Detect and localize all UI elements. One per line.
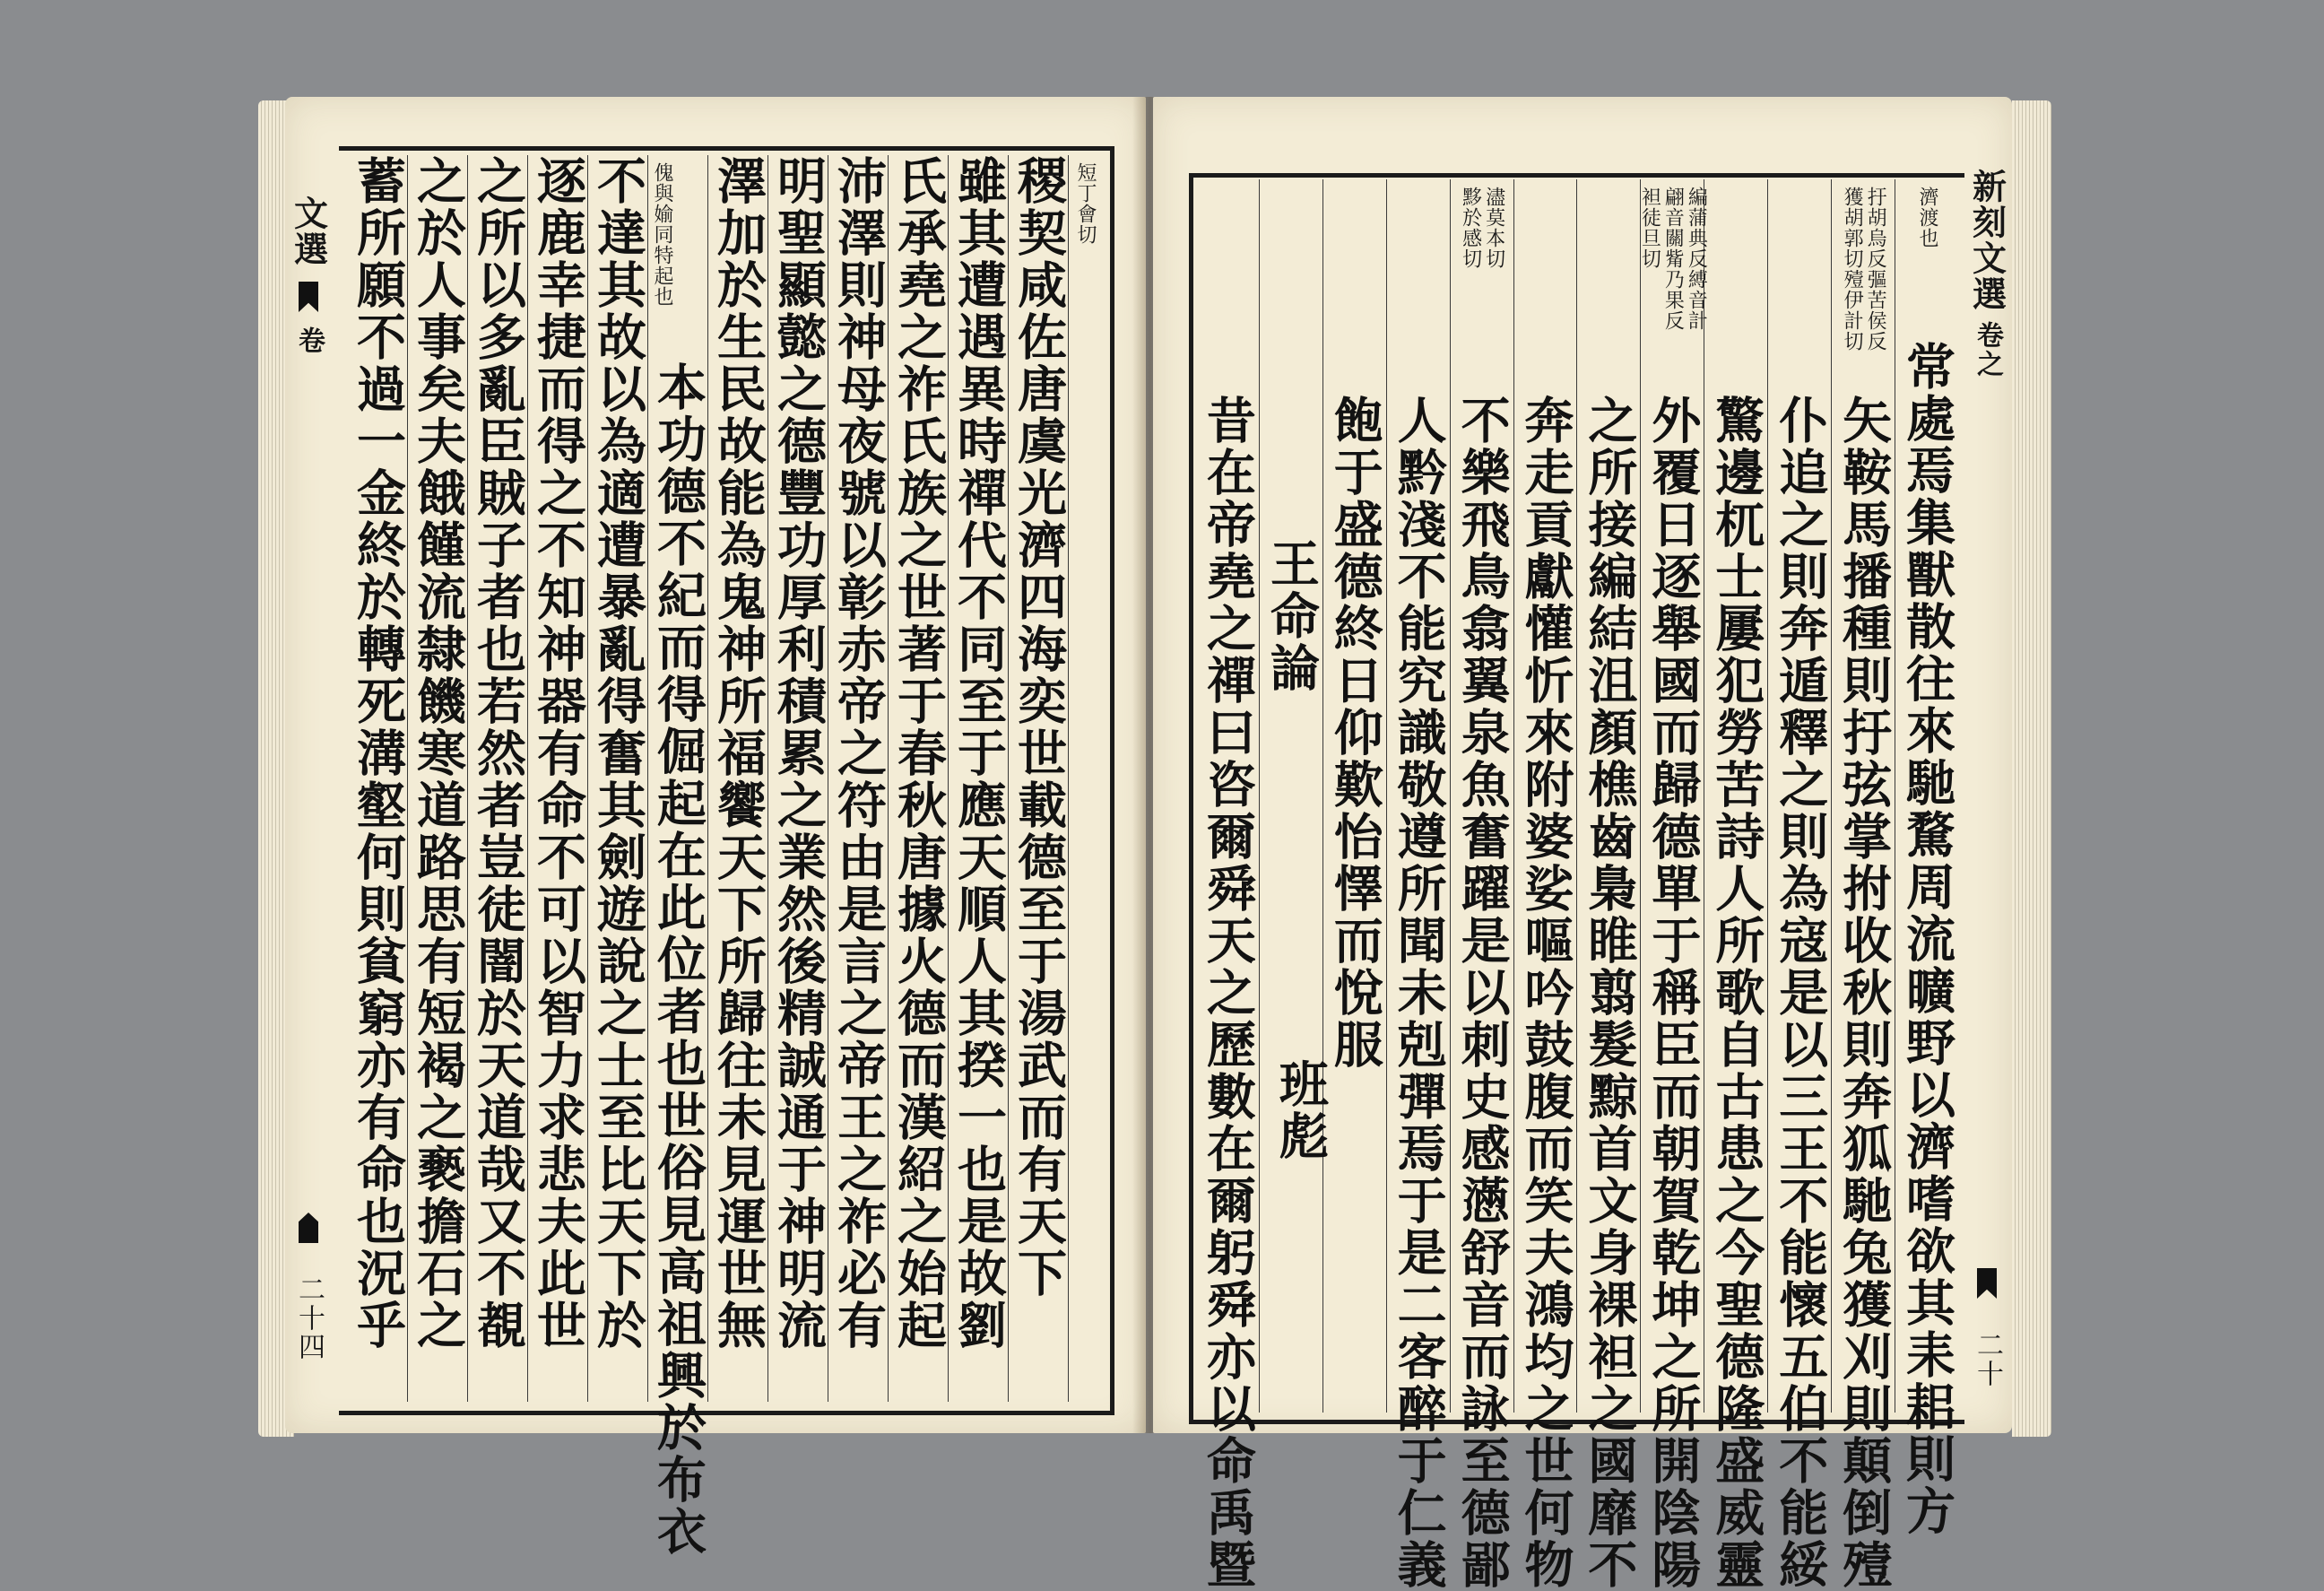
right-margin-leaf-number: 二十 — [1972, 1331, 2003, 1388]
column-text: 之於人事矣夫餓饉流隸饑寒道路思有短褐之褻擔石之 — [409, 155, 467, 1352]
text-column — [949, 155, 1009, 1402]
text-column — [1638, 179, 1708, 1591]
column-text: 之所以多亂臣賊子者也若然者豈徒闇於天道哉又不覩 — [469, 155, 527, 1352]
column-text: 逐鹿幸捷而得之不知神器有命不可以智力求悲夫此世 — [529, 155, 587, 1352]
left-page — [285, 97, 1146, 1558]
right-page-text-columns — [1196, 179, 1958, 1591]
left-margin-book-title: 文選 — [288, 196, 329, 267]
column-text: 不樂飛鳥翕翼泉魚奮躍是以刺史感懣舒音而詠至德鄙 — [1452, 395, 1512, 1591]
column-text: 雖其遭遇異時禪代不同至于應天順人其揆一也是故劉 — [950, 155, 1008, 1352]
right-page — [1153, 97, 2012, 1591]
column-text: 氏承堯之祚氏族之世著于春秋唐據火德而漢紹之始起 — [889, 155, 948, 1352]
right-page-stack-edge — [2012, 100, 2051, 1437]
column-text: 飽于盛德終日仰歎怡懌而悅服 — [1325, 395, 1384, 1071]
column-text: 不達其故以為適遭暴亂得奮其劍遊說之士至比天下於 — [589, 155, 647, 1352]
text-column — [1832, 179, 1895, 1591]
column-text: 本功德不紀而得倔起在此位者也世俗見高祖興於布衣 — [649, 361, 707, 1558]
text-column — [1895, 179, 1958, 1537]
left-margin-volume: 卷 — [293, 326, 325, 355]
column-text: 人黔淺不能究識敬遵所聞未剋彈焉于是二客醉于仁義 — [1389, 395, 1448, 1591]
text-column — [828, 155, 889, 1402]
text-column — [1577, 179, 1641, 1591]
text-column — [1323, 179, 1387, 1413]
text-column — [1768, 179, 1832, 1591]
text-column — [889, 155, 949, 1402]
column-text: 矢鞍馬播種則扜弦掌拊收秋則奔狐馳兔獲刈則顛倒殪 — [1834, 395, 1894, 1591]
left-page-text-columns — [348, 155, 1101, 1558]
essay-author: 班彪 — [1270, 1058, 1330, 1162]
text-column — [1196, 179, 1260, 1591]
annotation-note: 編蒲典反縛音計 翩音關觜乃果反 袒徒旦切 — [1638, 187, 1708, 331]
fish-tail-mark-icon — [1977, 1268, 1997, 1299]
open-book — [258, 90, 2051, 1591]
text-column — [768, 155, 828, 1402]
text-column — [588, 155, 648, 1402]
essay-title: 王命論 — [1262, 538, 1321, 694]
text-column — [708, 155, 768, 1402]
text-column — [408, 155, 468, 1402]
text-column — [648, 155, 708, 1558]
right-margin-book-title: 新刻文選 — [1966, 169, 2007, 312]
column-text: 驚邊杌士屢犯勞苦詩人所歌自古患之今聖德隆盛威靈 — [1707, 395, 1766, 1591]
text-column — [1451, 179, 1514, 1591]
column-text: 澤加於生民故能為鬼神所福饗天下所歸往未見運世無 — [709, 155, 767, 1352]
right-page-margin — [1967, 169, 2007, 1388]
annotation-note: 傀與媮同特起也 — [651, 162, 673, 307]
column-text: 稷契咸佐唐虞光濟四海奕世載德至于湯武而有天下 — [1010, 155, 1068, 1300]
column-text: 沛澤則神母夜號以彰赤帝之符由是言之帝王之祚必有 — [829, 155, 888, 1352]
annotation-note: 短丁會切 — [1074, 162, 1097, 245]
column-text: 之所接編結沮顏樵齒梟睢翦髮黥首文身裸袒之國靡不 — [1580, 395, 1639, 1591]
text-column — [468, 155, 528, 1402]
annotation-note: 扜胡烏反彄苦侯反 獲胡郭切殪伊計切 — [1841, 187, 1887, 352]
annotation-note: 濟渡也 — [1916, 187, 1939, 248]
column-text: 常處焉集獸散往來馳騖周流曠野以濟嗜欲其耒耜則方 — [1898, 341, 1957, 1537]
left-page-margin — [289, 196, 328, 1361]
column-text: 外覆日逐舉國而歸德單于稱臣而朝賀乾坤之所開陰陽 — [1643, 395, 1703, 1591]
annotation-note: 濜莫本切 黟於感切 — [1459, 187, 1505, 269]
text-column — [1387, 179, 1451, 1591]
fish-tail-mark-icon — [299, 282, 318, 312]
text-column — [348, 155, 408, 1402]
text-column — [1009, 155, 1069, 1402]
column-text: 昔在帝堯之禪曰咨爾舜天之歷數在爾躬舜亦以命禹暨 — [1198, 395, 1257, 1591]
text-column — [1069, 155, 1101, 1402]
text-column — [1704, 179, 1768, 1591]
text-column — [1260, 179, 1330, 1413]
text-column — [528, 155, 588, 1402]
column-text: 蓄所願不過一金終於轉死溝壑何則貧窮亦有命也況乎 — [349, 155, 407, 1352]
column-text: 明聖顯懿之德豐功厚利積累之業然後精誠通于神明流 — [769, 155, 828, 1352]
text-column — [1514, 179, 1578, 1591]
column-text: 仆追之則奔遁釋之則為寇是以三王不能懷五伯不能綏 — [1771, 395, 1830, 1591]
column-text: 奔走貢獻懽忻來附婆娑嘔吟鼓腹而笑夫鴻均之世何物 — [1516, 395, 1575, 1591]
right-margin-volume: 卷之 — [1972, 321, 2003, 378]
left-margin-leaf-number: 二十四 — [293, 1275, 325, 1361]
fish-tail-mark-icon — [299, 1213, 318, 1243]
